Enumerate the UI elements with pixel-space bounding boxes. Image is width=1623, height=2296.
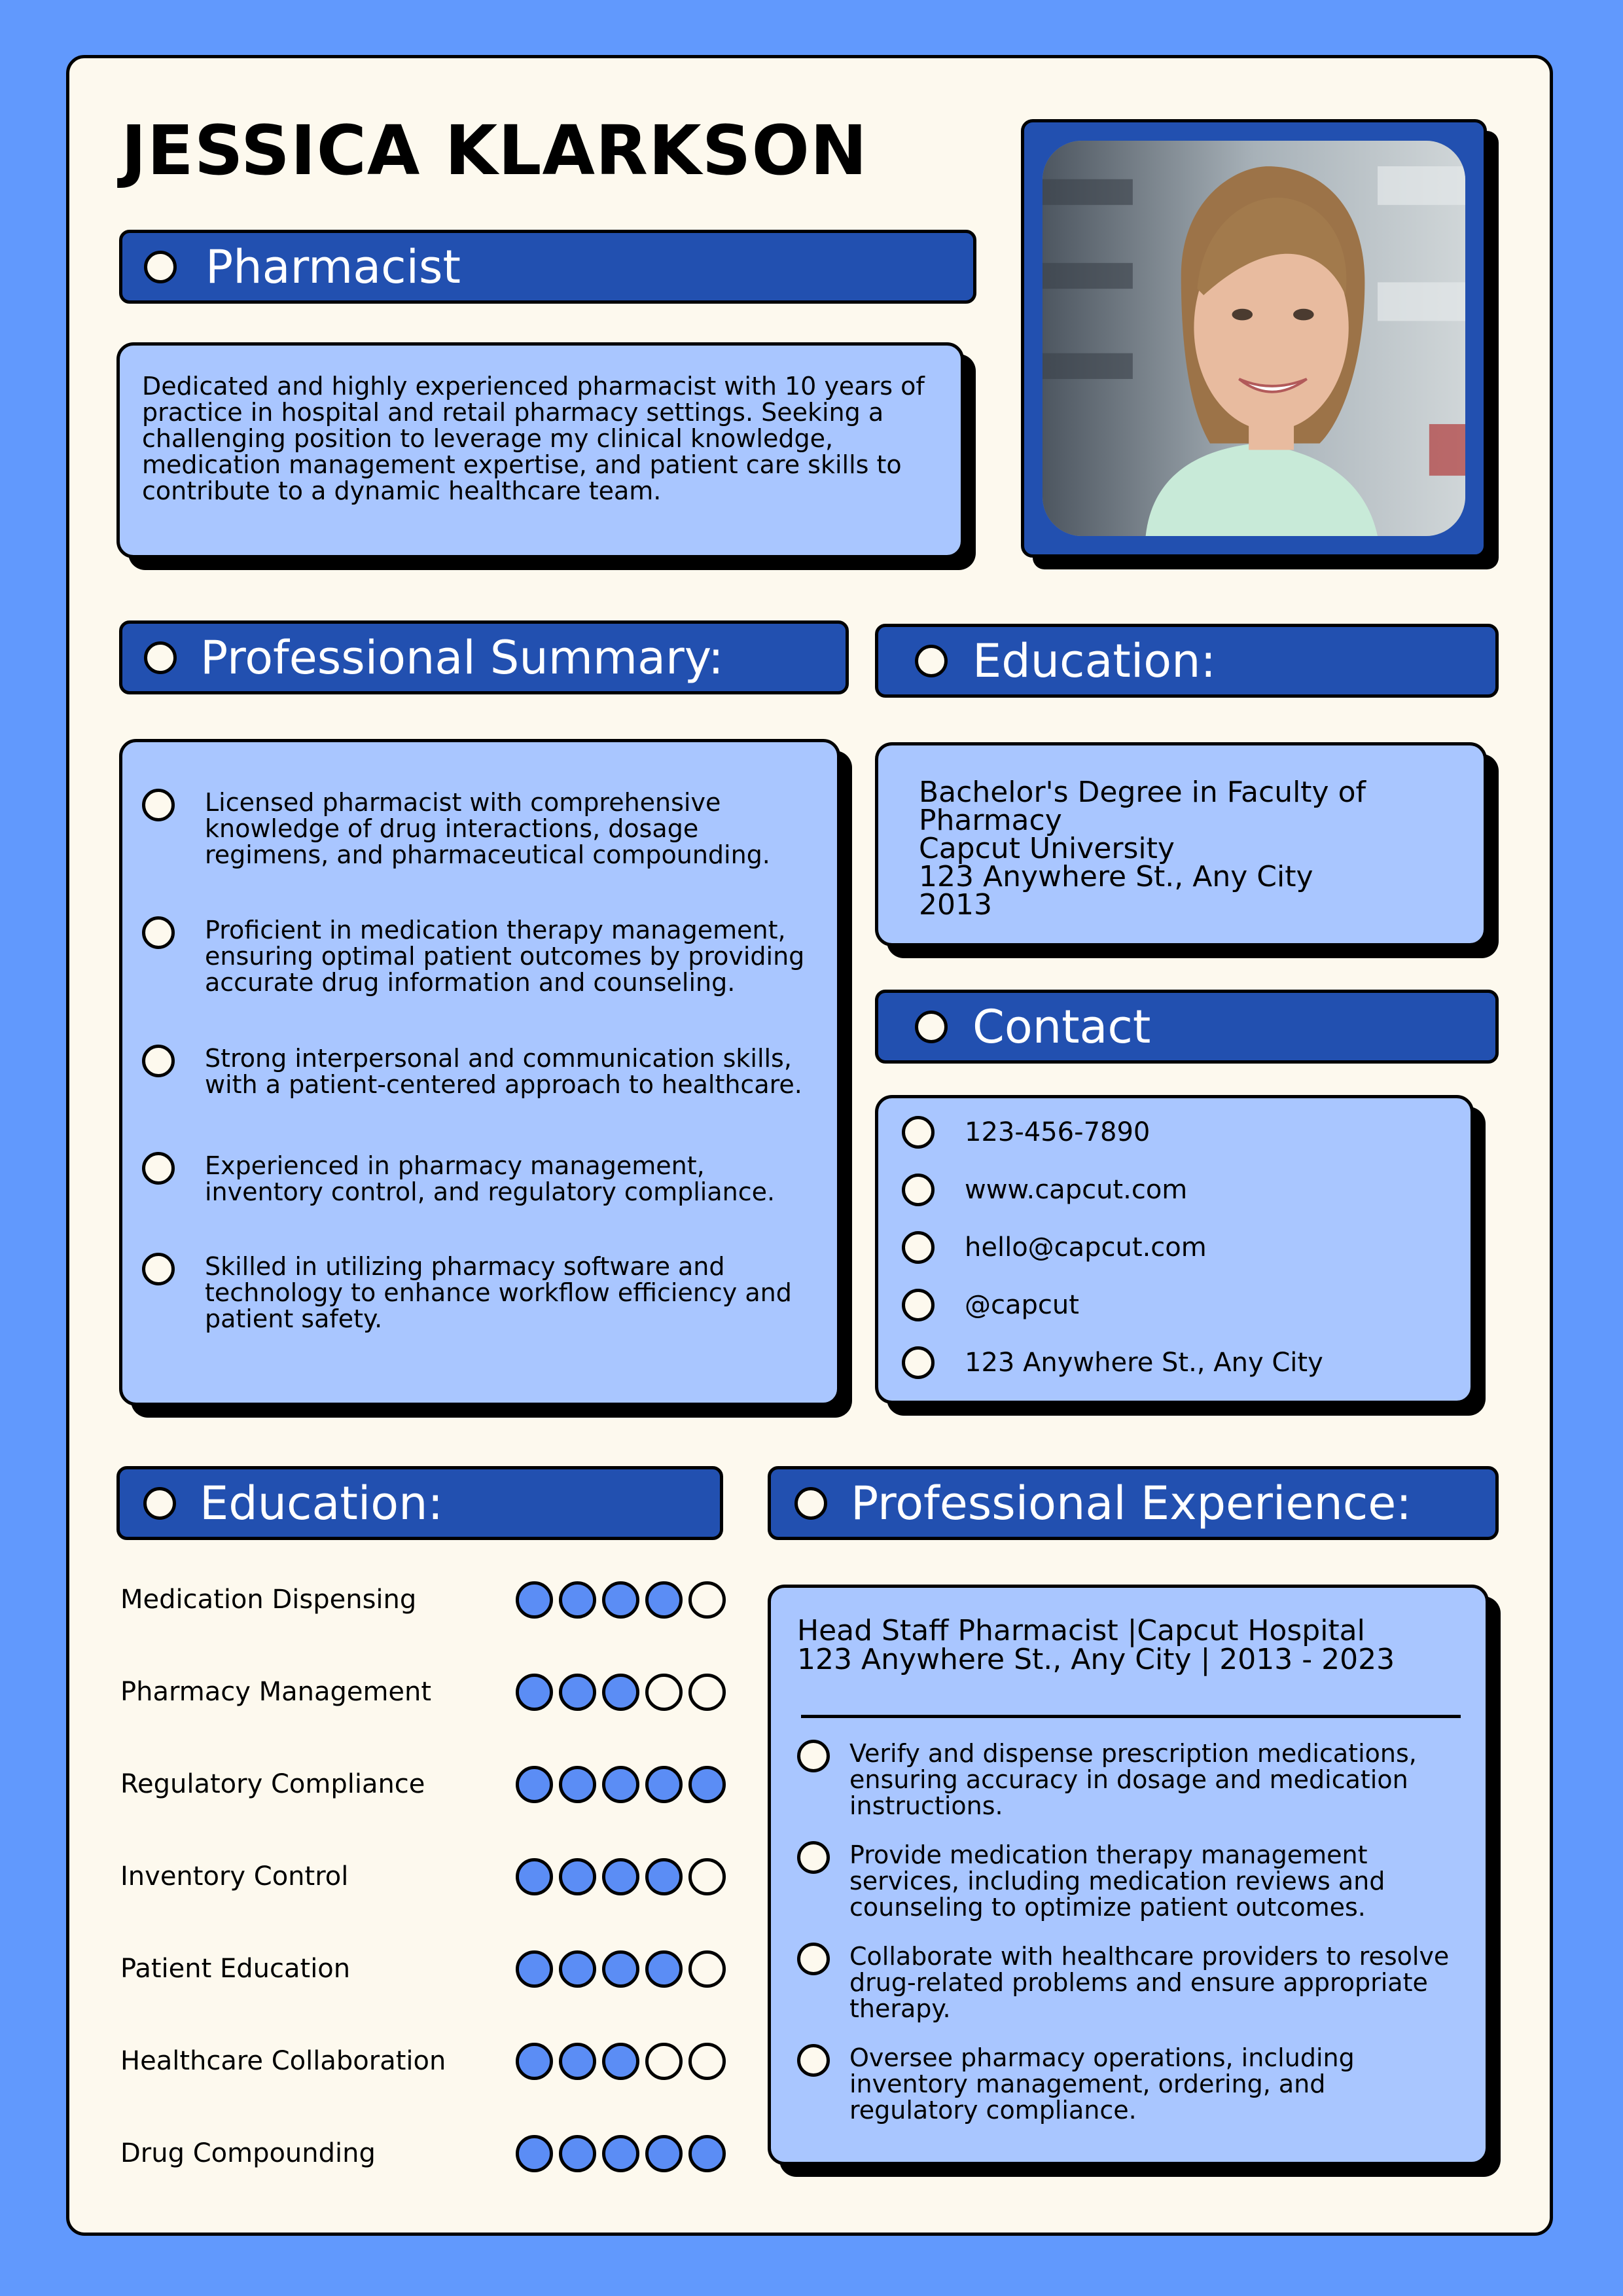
experience-bullet-icon	[797, 1943, 830, 1975]
skill-rating	[516, 2043, 726, 2080]
rating-dot-filled-icon	[516, 1950, 553, 1988]
rating-dot-filled-icon	[645, 1858, 683, 1895]
rating-dot-empty-icon	[688, 2043, 726, 2080]
skill-row	[120, 1666, 726, 1718]
rating-dot-filled-icon	[559, 1766, 596, 1803]
skill-row	[120, 1943, 726, 1995]
role-bullet-icon	[144, 251, 177, 283]
experience-header	[768, 1466, 1499, 1540]
objective-text: Dedicated and highly experienced pharmacist with 10 years of practice in hospital and retail pharmacy settings. Seeking a challenging position to leverage my clinical knowledge, medication management expertise, and patient care skills to contribute to a dynamic healthcare team.	[142, 372, 925, 505]
contact-website	[902, 1161, 1457, 1219]
skill-rating	[516, 1766, 726, 1803]
email-bullet-icon	[902, 1231, 935, 1264]
experience-bullet-icon	[797, 2044, 830, 2077]
experience-item	[797, 1943, 1466, 2045]
rating-dot-filled-icon	[516, 2043, 553, 2080]
education-title: Education:	[972, 634, 1217, 688]
contact-card	[875, 1095, 1474, 1404]
rating-dot-filled-icon	[645, 1950, 683, 1988]
education-address: 123 Anywhere St., Any City	[919, 860, 1313, 893]
rating-dot-filled-icon	[559, 1674, 596, 1711]
summary-bullet-icon	[142, 1253, 175, 1285]
rating-dot-filled-icon	[516, 1674, 553, 1711]
skills-header	[116, 1466, 723, 1540]
skill-rating	[516, 1581, 726, 1619]
skill-row	[120, 1758, 726, 1810]
rating-dot-filled-icon	[602, 2043, 639, 2080]
skills-bullet-icon	[143, 1487, 176, 1520]
summary-item	[142, 1253, 824, 1352]
contact-social-text: @capcut	[965, 1290, 1079, 1320]
contact-social	[902, 1276, 1457, 1334]
summary-item-text: Experienced in pharmacy management, inventory control, and regulatory compliance.	[205, 1151, 776, 1206]
rating-dot-filled-icon	[516, 1581, 553, 1619]
skill-label: Healthcare Collaboration	[120, 2046, 446, 2076]
rating-dot-filled-icon	[516, 1766, 553, 1803]
job-divider	[801, 1715, 1461, 1718]
rating-dot-filled-icon	[602, 2135, 639, 2172]
education-card	[875, 742, 1487, 946]
summary-item-text: Strong interpersonal and communication skills, with a patient-centered approach to healthcare.	[205, 1044, 802, 1099]
summary-item	[142, 917, 824, 1045]
rating-dot-empty-icon	[645, 2043, 683, 2080]
rating-dot-filled-icon	[559, 2135, 596, 2172]
phone-bullet-icon	[902, 1116, 935, 1149]
skill-row	[120, 1573, 726, 1626]
contact-address-text: 123 Anywhere St., Any City	[965, 1348, 1323, 1378]
job-header	[797, 1614, 1466, 1676]
summary-bullet-icon	[144, 641, 177, 674]
summary-item-text: Proficient in medication therapy management, ensuring optimal patient outcomes by providing accurate drug information and counseling.	[205, 916, 805, 997]
rating-dot-empty-icon	[688, 1950, 726, 1988]
summary-card	[119, 739, 840, 1406]
objective-card	[116, 342, 964, 558]
skill-rating	[516, 1858, 726, 1895]
role-title: Pharmacist	[205, 240, 461, 294]
experience-card	[768, 1585, 1489, 2165]
rating-dot-filled-icon	[688, 1766, 726, 1803]
rating-dot-filled-icon	[559, 1858, 596, 1895]
portrait-photo-icon	[1043, 141, 1465, 536]
website-bullet-icon	[902, 1174, 935, 1206]
rating-dot-empty-icon	[688, 1674, 726, 1711]
contact-title: Contact	[972, 999, 1151, 1054]
summary-bullet-icon	[142, 1152, 175, 1185]
contact-address	[902, 1334, 1457, 1391]
contact-email-text: hello@capcut.com	[965, 1232, 1207, 1263]
contact-phone-text: 123-456-7890	[965, 1117, 1150, 1147]
skill-row	[120, 1850, 726, 1903]
rating-dot-filled-icon	[602, 1950, 639, 1988]
summary-item	[142, 789, 824, 917]
experience-item	[797, 1842, 1466, 1943]
experience-bullet-icon	[794, 1487, 827, 1520]
rating-dot-filled-icon	[645, 2135, 683, 2172]
education-header	[875, 624, 1499, 698]
experience-bullet-icon	[797, 1841, 830, 1874]
skill-row	[120, 2035, 726, 2087]
rating-dot-filled-icon	[602, 1674, 639, 1711]
rating-dot-filled-icon	[602, 1581, 639, 1619]
summary-item	[142, 1153, 824, 1253]
candidate-name: JESSICA KLARKSON	[121, 111, 868, 190]
skill-label: Medication Dispensing	[120, 1585, 417, 1615]
job-meta: 123 Anywhere St., Any City | 2013 - 2023	[797, 1643, 1395, 1676]
rating-dot-filled-icon	[645, 1581, 683, 1619]
address-bullet-icon	[902, 1346, 935, 1379]
skill-rating	[516, 2135, 726, 2172]
rating-dot-filled-icon	[559, 2043, 596, 2080]
role-bar	[119, 230, 976, 304]
rating-dot-filled-icon	[559, 1581, 596, 1619]
rating-dot-empty-icon	[645, 1674, 683, 1711]
rating-dot-filled-icon	[688, 2135, 726, 2172]
skill-label: Regulatory Compliance	[120, 1769, 425, 1799]
summary-header	[119, 620, 849, 694]
skill-row	[120, 2127, 726, 2179]
skill-label: Pharmacy Management	[120, 1677, 432, 1707]
skills-list	[120, 1573, 726, 2202]
rating-dot-filled-icon	[516, 1858, 553, 1895]
skills-title: Education:	[200, 1476, 444, 1530]
experience-item-text: Collaborate with healthcare providers to resolve drug-related problems and ensure appropriate therapy.	[849, 1942, 1450, 2023]
education-details	[919, 776, 1471, 922]
summary-bullet-icon	[142, 789, 175, 821]
rating-dot-filled-icon	[645, 1766, 683, 1803]
education-degree: Bachelor's Degree in Faculty of Pharmacy	[919, 776, 1366, 837]
rating-dot-filled-icon	[559, 1950, 596, 1988]
experience-item	[797, 2045, 1466, 2146]
summary-bullet-icon	[142, 1045, 175, 1077]
experience-item	[797, 1740, 1466, 1842]
summary-title: Professional Summary:	[200, 630, 724, 685]
skill-rating	[516, 1950, 726, 1988]
summary-item-text: Skilled in utilizing pharmacy software and technology to enhance workflow efficiency and patient safety.	[205, 1252, 792, 1333]
social-bullet-icon	[902, 1289, 935, 1321]
skill-label: Patient Education	[120, 1954, 351, 1984]
contact-website-text: www.capcut.com	[965, 1175, 1188, 1205]
experience-title: Professional Experience:	[851, 1476, 1412, 1530]
contact-header	[875, 990, 1499, 1064]
rating-dot-filled-icon	[516, 2135, 553, 2172]
contact-email	[902, 1219, 1457, 1276]
rating-dot-empty-icon	[688, 1858, 726, 1895]
rating-dot-empty-icon	[688, 1581, 726, 1619]
education-school: Capcut University	[919, 832, 1175, 865]
portrait-photo	[1043, 141, 1465, 536]
skill-label: Inventory Control	[120, 1861, 349, 1892]
rating-dot-filled-icon	[602, 1766, 639, 1803]
summary-item	[142, 1045, 824, 1153]
summary-bullet-icon	[142, 916, 175, 949]
skill-label: Drug Compounding	[120, 2138, 376, 2168]
job-title: Head Staff Pharmacist |Capcut Hospital	[797, 1614, 1365, 1647]
photo-frame	[1021, 119, 1487, 558]
education-year: 2013	[919, 888, 992, 922]
experience-item-text: Provide medication therapy management services, including medication reviews and counseling to optimize patient outcomes.	[849, 1840, 1385, 1922]
rating-dot-filled-icon	[602, 1858, 639, 1895]
experience-item-text: Oversee pharmacy operations, including inventory management, ordering, and regulatory compliance.	[849, 2043, 1355, 2125]
education-bullet-icon	[915, 645, 948, 677]
summary-item-text: Licensed pharmacist with comprehensive knowledge of drug interactions, dosage regimens, and pharmaceutical compounding.	[205, 788, 770, 869]
experience-bullet-icon	[797, 1740, 830, 1772]
contact-bullet-icon	[915, 1011, 948, 1043]
contact-phone	[902, 1103, 1457, 1161]
experience-item-text: Verify and dispense prescription medications, ensuring accuracy in dosage and medication instructions.	[849, 1739, 1417, 1820]
skill-rating	[516, 1674, 726, 1711]
